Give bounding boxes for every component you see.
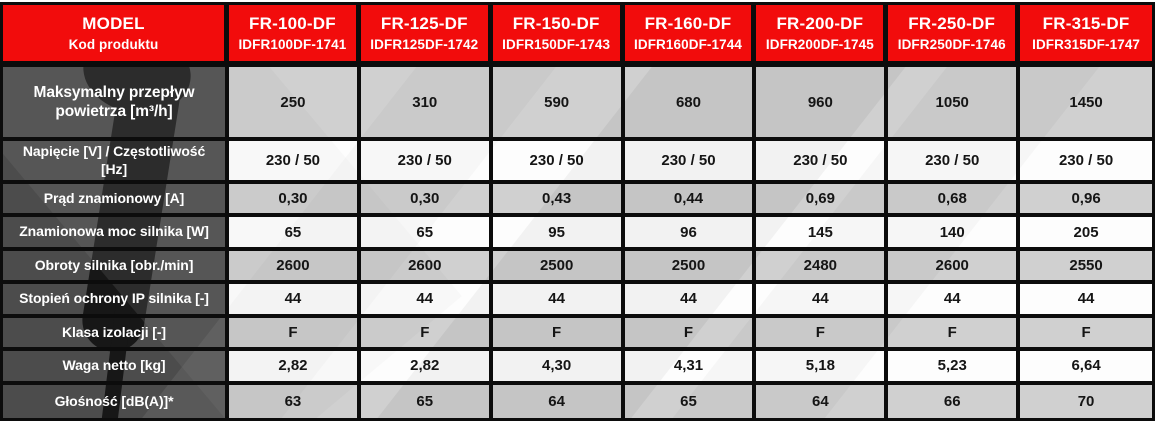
value-cell: 44 xyxy=(493,284,625,317)
row-label: Obroty silnika [obr./min] xyxy=(3,251,229,284)
value-cell: 5,23 xyxy=(888,351,1020,384)
value-cell: 64 xyxy=(493,385,625,418)
row-label: Głośność [dB(A)]* xyxy=(3,385,229,418)
value-cell: 0,43 xyxy=(493,184,625,217)
model-name-label: FR-125-DF xyxy=(380,13,468,33)
spec-grid xyxy=(3,5,1152,418)
value-cell: 6,64 xyxy=(1020,351,1152,384)
value-cell: 65 xyxy=(625,385,757,418)
column-header-cell xyxy=(625,5,757,67)
value-cell: 63 xyxy=(229,385,361,418)
value-cell: 64 xyxy=(756,385,888,418)
row-label: Napięcie [V] / Częstotliwość [Hz] xyxy=(3,141,229,184)
value-cell: 2480 xyxy=(756,251,888,284)
value-cell: 2600 xyxy=(888,251,1020,284)
column-header-cell xyxy=(888,5,1020,67)
row-label: Klasa izolacji [-] xyxy=(3,318,229,351)
product-code-label: IDFR250DF-1746 xyxy=(897,37,1006,53)
value-cell: 2600 xyxy=(229,251,361,284)
value-cell: 310 xyxy=(361,67,493,141)
value-cell: 1450 xyxy=(1020,67,1152,141)
value-cell: F xyxy=(229,318,361,351)
value-cell: 65 xyxy=(361,217,493,250)
value-cell: F xyxy=(1020,318,1152,351)
product-spec-table xyxy=(0,2,1155,421)
value-cell: 44 xyxy=(756,284,888,317)
column-header-cell xyxy=(756,5,888,67)
value-cell: 44 xyxy=(888,284,1020,317)
value-cell: 70 xyxy=(1020,385,1152,418)
value-cell: 230 / 50 xyxy=(1020,141,1152,184)
column-header-cell xyxy=(361,5,493,67)
value-cell: 230 / 50 xyxy=(756,141,888,184)
product-code-label: IDFR150DF-1743 xyxy=(502,37,611,53)
value-cell: 4,31 xyxy=(625,351,757,384)
row-label: Maksymalny przepływ powietrza [m³/h] xyxy=(3,67,229,141)
model-name-label: FR-250-DF xyxy=(908,13,996,33)
model-name-label: FR-315-DF xyxy=(1042,13,1130,33)
value-cell: 5,18 xyxy=(756,351,888,384)
value-cell: 250 xyxy=(229,67,361,141)
value-cell: 0,68 xyxy=(888,184,1020,217)
value-cell: 680 xyxy=(625,67,757,141)
value-cell: 960 xyxy=(756,67,888,141)
value-cell: 2500 xyxy=(493,251,625,284)
value-cell: 230 / 50 xyxy=(888,141,1020,184)
value-cell: F xyxy=(756,318,888,351)
model-kod-produktu-header-cell xyxy=(3,5,229,67)
value-cell: 2,82 xyxy=(361,351,493,384)
model-header-label: MODEL xyxy=(82,13,145,33)
value-cell: 0,96 xyxy=(1020,184,1152,217)
value-cell: F xyxy=(625,318,757,351)
value-cell: 0,30 xyxy=(229,184,361,217)
value-cell: 230 / 50 xyxy=(361,141,493,184)
product-code-label: IDFR160DF-1744 xyxy=(634,37,742,53)
value-cell: F xyxy=(361,318,493,351)
value-cell: 0,30 xyxy=(361,184,493,217)
value-cell: 96 xyxy=(625,217,757,250)
value-cell: 1050 xyxy=(888,67,1020,141)
value-cell: 140 xyxy=(888,217,1020,250)
value-cell: 2500 xyxy=(625,251,757,284)
value-cell: 95 xyxy=(493,217,625,250)
model-name-label: FR-200-DF xyxy=(776,13,864,33)
value-cell: 2550 xyxy=(1020,251,1152,284)
value-cell: 2600 xyxy=(361,251,493,284)
model-name-label: FR-150-DF xyxy=(512,13,600,33)
column-header-cell xyxy=(229,5,361,67)
value-cell: 44 xyxy=(1020,284,1152,317)
value-cell: 65 xyxy=(229,217,361,250)
product-code-label: IDFR125DF-1742 xyxy=(370,37,479,53)
value-cell: 230 / 50 xyxy=(625,141,757,184)
value-cell: 0,69 xyxy=(756,184,888,217)
column-header-cell xyxy=(1020,5,1152,67)
value-cell: F xyxy=(888,318,1020,351)
value-cell: F xyxy=(493,318,625,351)
row-label: Stopień ochrony IP silnika [-] xyxy=(3,284,229,317)
row-label: Waga netto [kg] xyxy=(3,351,229,384)
row-label: Znamionowa moc silnika [W] xyxy=(3,217,229,250)
model-name-label: FR-100-DF xyxy=(249,13,336,33)
value-cell: 0,44 xyxy=(625,184,757,217)
value-cell: 2,82 xyxy=(229,351,361,384)
product-code-label: IDFR200DF-1745 xyxy=(765,37,874,53)
product-code-label: IDFR315DF-1747 xyxy=(1032,37,1141,53)
value-cell: 44 xyxy=(361,284,493,317)
value-cell: 44 xyxy=(625,284,757,317)
value-cell: 590 xyxy=(493,67,625,141)
value-cell: 66 xyxy=(888,385,1020,418)
row-label: Prąd znamionowy [A] xyxy=(3,184,229,217)
model-name-label: FR-160-DF xyxy=(644,13,732,33)
value-cell: 145 xyxy=(756,217,888,250)
value-cell: 230 / 50 xyxy=(229,141,361,184)
value-cell: 44 xyxy=(229,284,361,317)
value-cell: 65 xyxy=(361,385,493,418)
value-cell: 205 xyxy=(1020,217,1152,250)
product-code-label: IDFR100DF-1741 xyxy=(238,37,347,53)
column-header-cell xyxy=(493,5,625,67)
value-cell: 230 / 50 xyxy=(493,141,625,184)
kod-produktu-header-label: Kod produktu xyxy=(68,37,159,53)
value-cell: 4,30 xyxy=(493,351,625,384)
